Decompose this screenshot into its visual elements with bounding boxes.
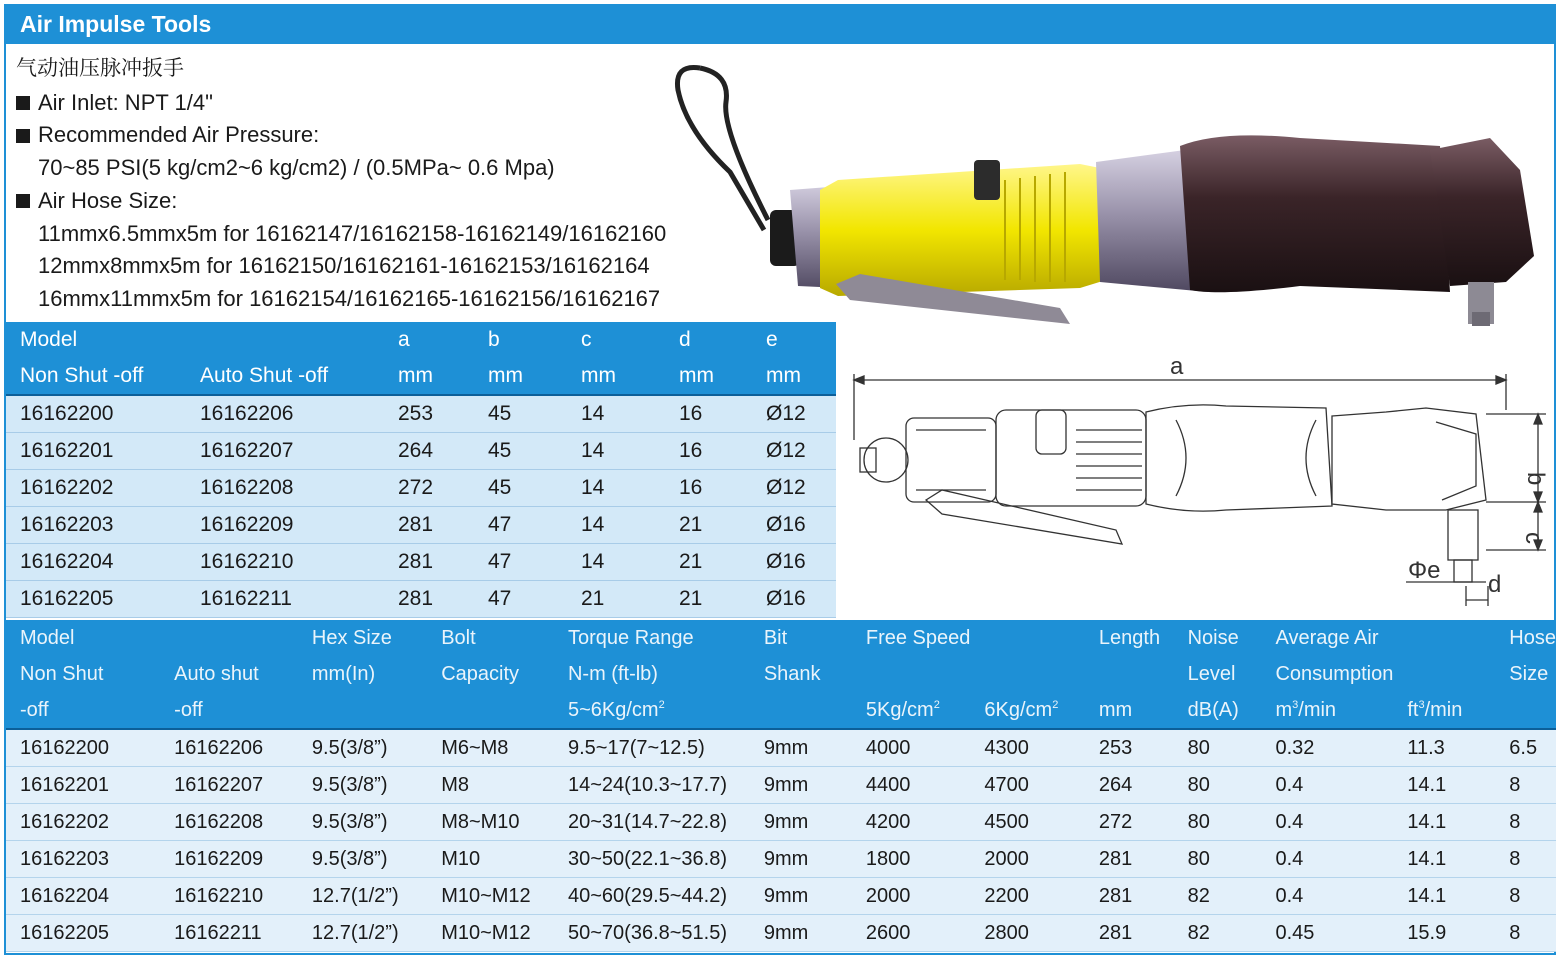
table-cell: 16162206 <box>160 729 298 767</box>
table-cell: 8 <box>1495 804 1556 841</box>
header-cell: Average Air <box>1261 620 1393 656</box>
table-cell: 0.4 <box>1261 804 1393 841</box>
header-cell: d <box>665 322 752 358</box>
table-cell: 16162207 <box>186 433 384 470</box>
header-cell <box>852 692 971 729</box>
superscript: 2 <box>933 698 940 711</box>
air-m-tail: /min <box>1298 698 1337 721</box>
table-cell: 8 <box>1495 767 1556 804</box>
table-cell: 9.5(3/8”) <box>298 841 427 878</box>
table-row <box>6 804 1556 841</box>
header-cell: Consumption <box>1261 656 1393 692</box>
table-cell: 14 <box>567 433 665 470</box>
table-cell: 16 <box>665 395 752 433</box>
table-cell: 14 <box>567 544 665 581</box>
header-cell: Size <box>1495 656 1556 692</box>
table-cell: 16162206 <box>186 395 384 433</box>
table-cell: Ø12 <box>752 470 836 507</box>
table-cell: 4200 <box>852 804 971 841</box>
table-cell: 14 <box>567 470 665 507</box>
table-cell: 16162209 <box>160 841 298 878</box>
header-cell: Model <box>6 620 160 656</box>
table-cell: 272 <box>384 470 474 507</box>
dim-label-b: b <box>1522 472 1549 486</box>
table-cell: 21 <box>665 581 752 618</box>
dim-label-a: a <box>1170 353 1184 380</box>
table-row <box>6 433 836 470</box>
header-cell: Torque Range <box>554 620 750 656</box>
header-cell <box>970 620 1085 656</box>
header-cell: mm(In) <box>298 656 427 692</box>
table-cell: M10~M12 <box>427 915 554 952</box>
header-cell: Bolt <box>427 620 554 656</box>
table-cell: 16162208 <box>186 470 384 507</box>
table-cell: Ø12 <box>752 433 836 470</box>
speed-5kg-text: 5Kg/cm <box>865 698 934 721</box>
header-cell <box>427 692 554 729</box>
header-cell: Level <box>1174 656 1262 692</box>
table-cell: 47 <box>474 507 567 544</box>
table-cell: 40~60(29.5~44.2) <box>554 878 750 915</box>
table-row <box>6 507 836 544</box>
table-cell: 14.1 <box>1393 878 1495 915</box>
table-cell: 16162210 <box>160 878 298 915</box>
air-ft-tail: /min <box>1424 698 1463 721</box>
dim-label-e: Φe <box>1408 557 1441 584</box>
chinese-title: 气动油压脉冲扳手 <box>16 56 184 80</box>
header-cell: b <box>474 322 567 358</box>
header-cell: Bit <box>750 620 852 656</box>
header-cell: Non Shut <box>6 656 160 692</box>
header-cell: Shank <box>750 656 852 692</box>
table-cell: 2600 <box>852 915 971 952</box>
table-cell: 4500 <box>970 804 1085 841</box>
table-cell: 16162205 <box>6 915 160 952</box>
table-cell: 281 <box>1085 915 1174 952</box>
hose-line-1: 11mmx6.5mmx5m for 16162147/16162158-16162149/16162160 <box>38 220 667 246</box>
table-cell: 80 <box>1174 767 1262 804</box>
table-cell: 281 <box>384 507 474 544</box>
table-cell: 50~70(36.8~51.5) <box>554 915 750 952</box>
table-cell: 4700 <box>970 767 1085 804</box>
table-cell: 8 <box>1495 841 1556 878</box>
table-cell: 16162211 <box>160 915 298 952</box>
header-cell <box>970 656 1085 692</box>
header-cell: Auto shut <box>160 656 298 692</box>
table-cell: 80 <box>1174 841 1262 878</box>
header-cell <box>970 692 1085 729</box>
header-cell <box>1261 692 1393 729</box>
header-cell: Noise <box>1174 620 1262 656</box>
table-cell: 9.5(3/8”) <box>298 804 427 841</box>
table-cell: 16162200 <box>6 395 186 433</box>
table-row <box>6 544 836 581</box>
header-cell: mm <box>1085 692 1174 729</box>
header-cell: mm <box>665 358 752 395</box>
table-cell: Ø16 <box>752 544 836 581</box>
table-cell: 45 <box>474 395 567 433</box>
table-cell: 15.9 <box>1393 915 1495 952</box>
header-cell: -off <box>160 692 298 729</box>
table-cell: 9mm <box>750 767 852 804</box>
header-cell: Model <box>6 322 186 358</box>
superscript: 2 <box>658 698 665 711</box>
header-cell <box>852 656 971 692</box>
table-row <box>6 915 1556 952</box>
table-cell: 21 <box>665 544 752 581</box>
table-cell: 8 <box>1495 915 1556 952</box>
pressure-label: Recommended Air Pressure: <box>38 122 320 148</box>
table-cell: 16162211 <box>186 581 384 618</box>
table-cell: 82 <box>1174 915 1262 952</box>
table-cell: 253 <box>1085 729 1174 767</box>
header-cell <box>1495 692 1556 729</box>
torque-pressure-text: 5~6Kg/cm <box>567 698 659 721</box>
specs-table-body <box>6 729 1556 952</box>
table-cell: 16162205 <box>6 581 186 618</box>
table-cell: 4400 <box>852 767 971 804</box>
header-cell: mm <box>384 358 474 395</box>
table-cell: 4000 <box>852 729 971 767</box>
table-cell: 16162201 <box>6 433 186 470</box>
table-cell: M8 <box>427 767 554 804</box>
hose-label: Air Hose Size: <box>38 187 178 213</box>
table-cell: 16162209 <box>186 507 384 544</box>
bullet-square-icon <box>16 129 30 143</box>
table-row <box>6 878 1556 915</box>
header-cell: mm <box>474 358 567 395</box>
table-cell: 12.7(1/2”) <box>298 878 427 915</box>
table-cell: 14.1 <box>1393 767 1495 804</box>
table-cell: 6.5 <box>1495 729 1556 767</box>
table-row <box>6 581 836 618</box>
header-cell: Auto Shut -off <box>186 358 384 395</box>
table-cell: 45 <box>474 470 567 507</box>
header-cell: Capacity <box>427 656 554 692</box>
dim-label-d: d <box>1488 571 1502 598</box>
table-cell: 9mm <box>750 915 852 952</box>
table-cell: 9.5(3/8”) <box>298 729 427 767</box>
header-cell <box>750 692 852 729</box>
superscript: 3 <box>1292 698 1299 711</box>
table-cell: 253 <box>384 395 474 433</box>
header-cell: mm <box>752 358 836 395</box>
table-cell: 12.7(1/2”) <box>298 915 427 952</box>
pressure-value: 70~85 PSI(5 kg/cm2~6 kg/cm2) / (0.5MPa~ 0.6 Mpa) <box>38 155 555 181</box>
hose-line-2: 12mmx8mmx5m for 16162150/16162161-16162153/16162164 <box>38 253 650 279</box>
table-cell: 47 <box>474 581 567 618</box>
table-cell: 30~50(22.1~36.8) <box>554 841 750 878</box>
table-row <box>6 767 1556 804</box>
table-cell: Ø16 <box>752 581 836 618</box>
header-cell: Length <box>1085 620 1174 656</box>
table-cell: 80 <box>1174 804 1262 841</box>
table-cell: 14 <box>567 507 665 544</box>
table-cell: 2000 <box>852 878 971 915</box>
table-cell: M10~M12 <box>427 878 554 915</box>
table-cell: 16162204 <box>6 544 186 581</box>
header-cell: Hex Size <box>298 620 427 656</box>
table-cell: 4300 <box>970 729 1085 767</box>
header-cell <box>160 620 298 656</box>
header-cell <box>1393 620 1495 656</box>
table-cell: 16162201 <box>6 767 160 804</box>
table-row <box>6 841 1556 878</box>
table-cell: 264 <box>1085 767 1174 804</box>
table-cell: 14.1 <box>1393 804 1495 841</box>
header-cell: e <box>752 322 836 358</box>
table-cell: 9.5~17(7~12.5) <box>554 729 750 767</box>
table-cell: 2000 <box>970 841 1085 878</box>
header-cell <box>1393 656 1495 692</box>
table-cell: 16162207 <box>160 767 298 804</box>
header-cell: Hose <box>1495 620 1556 656</box>
table-cell: 9mm <box>750 878 852 915</box>
table-cell: 281 <box>1085 878 1174 915</box>
header-cell: N-m (ft-lb) <box>554 656 750 692</box>
table-cell: 281 <box>384 544 474 581</box>
specs-header-row <box>6 692 1556 729</box>
impulse-wrench-photo <box>660 60 1540 340</box>
table-cell: Ø12 <box>752 395 836 433</box>
table-cell: 2800 <box>970 915 1085 952</box>
dimensions-header-row <box>6 358 836 395</box>
table-cell: 16162203 <box>6 841 160 878</box>
air-m-text: m <box>1275 698 1293 721</box>
header-cell <box>554 692 750 729</box>
header-cell: Non Shut -off <box>6 358 186 395</box>
table-cell: 47 <box>474 544 567 581</box>
table-cell: 16162200 <box>6 729 160 767</box>
dimensions-header-row <box>6 322 836 358</box>
table-cell: 16162203 <box>6 507 186 544</box>
table-cell: 21 <box>567 581 665 618</box>
table-cell: 264 <box>384 433 474 470</box>
table-cell: 1800 <box>852 841 971 878</box>
air-ft-text: ft <box>1407 698 1419 721</box>
table-cell: 2200 <box>970 878 1085 915</box>
table-cell: 9mm <box>750 841 852 878</box>
dimension-diagram <box>846 350 1549 610</box>
header-cell: a <box>384 322 474 358</box>
table-row <box>6 395 836 433</box>
table-cell: 14~24(10.3~17.7) <box>554 767 750 804</box>
superscript: 3 <box>1418 698 1425 711</box>
header-cell: c <box>567 322 665 358</box>
superscript: 2 <box>1052 698 1059 711</box>
dim-label-c: c <box>1520 532 1547 544</box>
table-cell: 0.4 <box>1261 767 1393 804</box>
table-cell: Ø16 <box>752 507 836 544</box>
table-cell: 21 <box>665 507 752 544</box>
table-cell: 0.45 <box>1261 915 1393 952</box>
bullet-square-icon <box>16 96 30 110</box>
speed-6kg-text: 6Kg/cm <box>984 698 1053 721</box>
table-cell: 16 <box>665 470 752 507</box>
table-cell: 281 <box>1085 841 1174 878</box>
table-cell: 9mm <box>750 804 852 841</box>
table-cell: M8~M10 <box>427 804 554 841</box>
table-cell: 16162204 <box>6 878 160 915</box>
air-inlet-text: Air Inlet: NPT 1/4" <box>38 89 213 115</box>
header-cell <box>1393 692 1495 729</box>
table-cell: M6~M8 <box>427 729 554 767</box>
table-cell: 16162202 <box>6 470 186 507</box>
dimensions-table <box>6 322 836 618</box>
table-row <box>6 470 836 507</box>
header-cell <box>1085 656 1174 692</box>
header-cell <box>186 322 384 358</box>
page-title: Air Impulse Tools <box>4 4 1556 44</box>
table-cell: 272 <box>1085 804 1174 841</box>
header-cell: dB(A) <box>1174 692 1262 729</box>
table-cell: 281 <box>384 581 474 618</box>
table-cell: 11.3 <box>1393 729 1495 767</box>
table-cell: 82 <box>1174 878 1262 915</box>
specs-header-row <box>6 620 1556 656</box>
table-cell: 14 <box>567 395 665 433</box>
header-cell: mm <box>567 358 665 395</box>
table-cell: 9mm <box>750 729 852 767</box>
hose-line-3: 16mmx11mmx5m for 16162154/16162165-16162156/16162167 <box>38 285 661 311</box>
table-cell: 16162202 <box>6 804 160 841</box>
table-cell: 0.4 <box>1261 841 1393 878</box>
table-cell: 0.32 <box>1261 729 1393 767</box>
header-cell <box>298 692 427 729</box>
table-cell: 8 <box>1495 878 1556 915</box>
header-cell: -off <box>6 692 160 729</box>
table-cell: 16162208 <box>160 804 298 841</box>
header-cell: Free Speed <box>852 620 971 656</box>
table-cell: 14.1 <box>1393 841 1495 878</box>
table-cell: M10 <box>427 841 554 878</box>
specs-header-row <box>6 656 1556 692</box>
table-cell: 0.4 <box>1261 878 1393 915</box>
table-cell: 80 <box>1174 729 1262 767</box>
table-row <box>6 729 1556 767</box>
table-cell: 20~31(14.7~22.8) <box>554 804 750 841</box>
table-cell: 16 <box>665 433 752 470</box>
table-cell: 45 <box>474 433 567 470</box>
specs-table <box>6 620 1556 952</box>
bullet-square-icon <box>16 194 30 208</box>
table-cell: 9.5(3/8”) <box>298 767 427 804</box>
table-cell: 16162210 <box>186 544 384 581</box>
